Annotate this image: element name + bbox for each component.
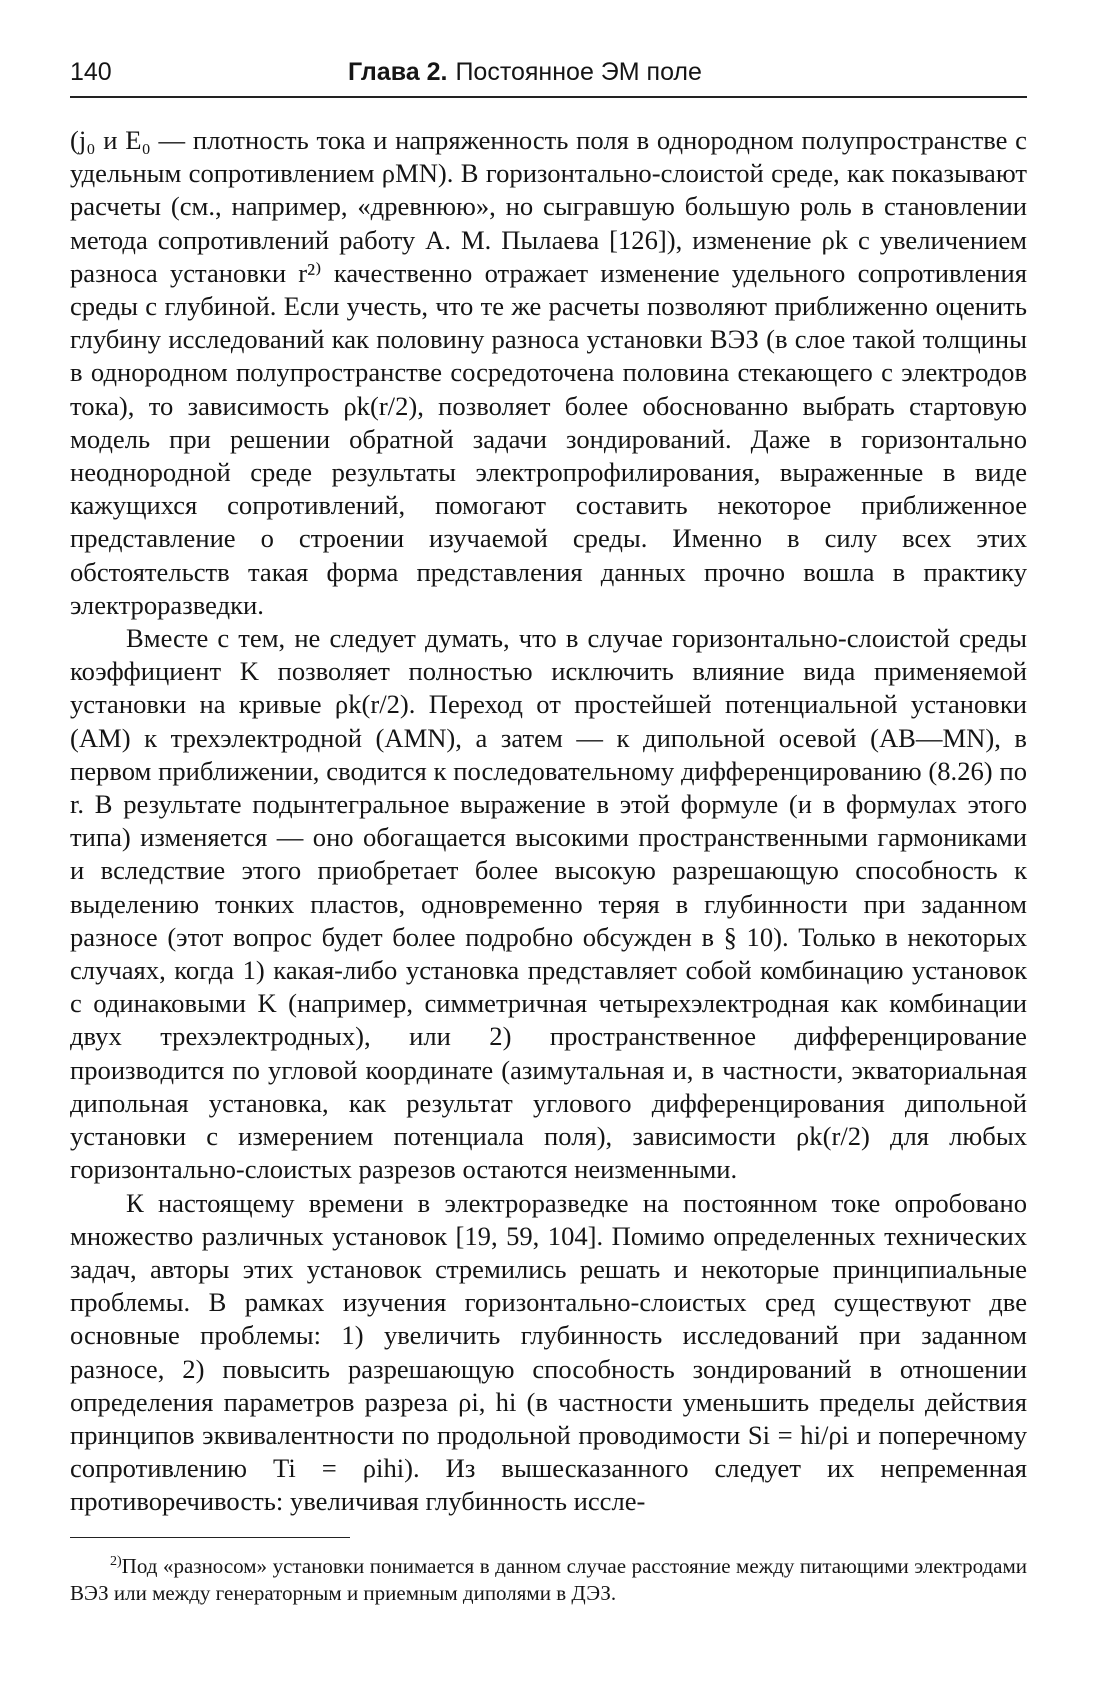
footnote-rule [70,1537,350,1538]
page-number: 140 [70,58,112,86]
paragraph-1: (j₀ и E₀ — плотность тока и напряженность поля в однородном полупространстве с удельным сопротивлением ρMN). В горизонтально-слоистой среде, как показывают расчеты (см., например, «древнюю», но сыгравшую большую роль в становлении метода сопротивлений работу А. М. Пылаева [126]), изменение ρk с увеличением разноса установки r²⁾ качественно отражает изменение удельного сопротивления среды с глубиной. Если учесть, что те же расчеты позволяют приближенно оценить глубину исследований как половину разноса установки ВЭЗ (в слое такой толщины в однородном полупространстве сосредоточена половина стекающего с электродов тока), то зависимость ρk(r/2), позволяет более обоснованно выбрать стартовую модель при решении обратной задачи зондирований. Даже в горизонтально неоднородной среде результаты электропрофилирования, выраженные в виде кажущихся сопротивлений, помогают составить некоторое приближенное представление о строении изучаемой среды. Именно в силу всех этих обстоятельств такая форма представления данных прочно вошла в практику электроразведки. [70,125,1027,620]
footnote-text: Под «разносом» установки понимается в данном случае расстояние между питающими электродами ВЭЗ или между генераторным и приемным диполями в ДЭЗ. [70,1553,1027,1605]
footnote-marker: 2) [110,1553,122,1569]
header-rule [70,96,1027,98]
chapter-title: Постоянное ЭМ поле [455,58,702,86]
chapter-label: Глава 2. [348,58,448,86]
paragraph-2: Вместе с тем, не следует думать, что в случае горизонтально-слоистой среды коэффициент K позволяет полностью исключить влияние вида применяемой установки на кривые ρk(r/2). Переход от простейшей потенциальной установки (AM) к трехэлектродной (AMN), а затем — к дипольной осевой (AB—MN), в первом приближении, сводится к последовательному дифференцированию (8.26) по r. В результате подынтегральное выражение в этой формуле (и в формулах этого типа) изменяется — оно обогащается высокими пространственными гармониками и вследствие этого приобретает более высокую разрешающую способность к выделению тонких пластов, одновременно теряя в глубинности при заданном разносе (этот вопрос будет более подробно обсужден в § 10). Только в некоторых случаях, когда 1) какая-либо установка представляет собой комбинацию установок с одинаковыми K (например, симметричная четырехэлектродная как комбинации двух трехэлектродных), или 2) пространственное дифференцирование производится по угловой координате (азимутальная и, в частности, экваториальная дипольная установка, как результат углового дифференцирования дипольной установки с измерением потенциала поля), зависимости ρk(r/2) для любых горизонтально-слоистых разрезов остаются неизменными. [70,623,1027,1185]
footnote [70,1548,1027,1607]
body-text [70,124,1027,1519]
paragraph-3: К настоящему времени в электроразведке на постоянном токе опробовано множество различных установок [19, 59, 104]. Помимо определенных технических задач, авторы этих установок стремились решать и некоторые принципиальные проблемы. В рамках изучения горизонтально-слоистых сред существуют две основные проблемы: 1) увеличить глубинность исследований при заданном разносе, 2) повысить разрешающую способность зондирований в отношении определения параметров разреза ρi, hi (в частности уменьшить пределы действия принципов эквивалентности по продольной проводимости Si = hi/ρi и поперечному сопротивлению Ti = ρihi). Из вышесказанного следует их непременная противоречивость: увеличивая глубинность иссле- [70,1187,1027,1517]
running-head [70,58,1027,94]
